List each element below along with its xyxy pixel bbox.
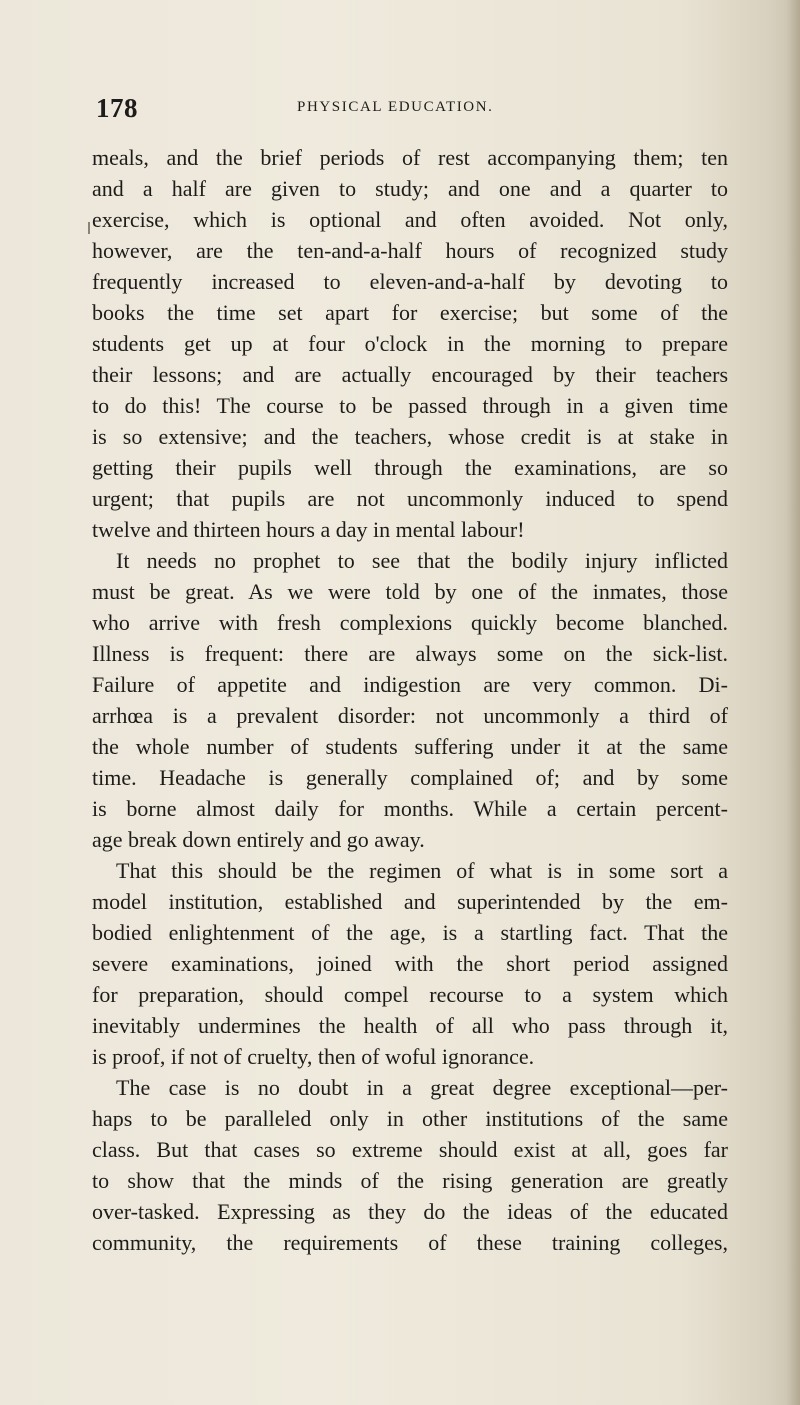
text-line: The case is no doubt in a great degree exceptional—per- (116, 1075, 728, 1100)
text-line: twelve and thirteen hours a day in mental labour! (92, 517, 525, 542)
text-line: inevitably undermines the health of all who pass through it, (92, 1013, 728, 1038)
text-line: the whole number of students suffering under it at the same (92, 734, 728, 759)
text-line: to do this! The course to be passed through in a given time (92, 393, 728, 418)
text-line: and a half are given to study; and one and a quarter to (92, 176, 728, 201)
text-line: must be great. As we were told by one of the inmates, those (92, 579, 728, 604)
body-text (92, 142, 728, 1258)
text-line: students get up at four o'clock in the morning to prepare (92, 331, 728, 356)
text-line: That this should be the regimen of what is in some sort a (116, 858, 728, 883)
text-line: time. Headache is generally complained of; and by some (92, 765, 728, 790)
text-line: age break down entirely and go away. (92, 827, 425, 852)
page-header (96, 93, 696, 133)
page-number: 178 (96, 93, 138, 123)
text-line: for preparation, should compel recourse to a system which (92, 982, 728, 1007)
text-line: is so extensive; and the teachers, whose credit is at stake in (92, 424, 728, 449)
text-line: urgent; that pupils are not uncommonly induced to spend (92, 486, 728, 511)
running-title: PHYSICAL EDUCATION. (297, 99, 494, 115)
text-line: over-tasked. Expressing as they do the ideas of the educated (92, 1199, 728, 1224)
text-line: meals, and the brief periods of rest accompanying them; ten (92, 145, 728, 170)
text-line: their lessons; and are actually encouraged by their teachers (92, 362, 728, 387)
text-line: exercise, which is optional and often avoided. Not only, (92, 207, 728, 232)
margin-mark (88, 222, 90, 234)
text-line: arrhœa is a prevalent disorder: not uncommonly a third of (92, 703, 728, 728)
text-line: bodied enlightenment of the age, is a startling fact. That the (92, 920, 728, 945)
text-line: who arrive with fresh complexions quickly become blanched. (92, 610, 728, 635)
text-line: Illness is frequent: there are always some on the sick-list. (92, 641, 728, 666)
text-line: books the time set apart for exercise; but some of the (92, 300, 728, 325)
text-line: model institution, established and superintended by the em- (92, 889, 728, 914)
text-line: is borne almost daily for months. While a certain percent- (92, 796, 728, 821)
page-edge-shadow (786, 0, 800, 1405)
text-line: Failure of appetite and indigestion are very common. Di- (92, 672, 728, 697)
text-line: severe examinations, joined with the short period assigned (92, 951, 728, 976)
text-line: haps to be paralleled only in other institutions of the same (92, 1106, 728, 1131)
text-line: class. But that cases so extreme should exist at all, goes far (92, 1137, 728, 1162)
text-line: frequently increased to eleven-and-a-half by devoting to (92, 269, 728, 294)
text-line: however, are the ten-and-a-half hours of recognized study (92, 238, 728, 263)
text-line: is proof, if not of cruelty, then of woful ignorance. (92, 1044, 535, 1069)
text-line: It needs no prophet to see that the bodily injury inflicted (116, 548, 728, 573)
text-line: getting their pupils well through the examinations, are so (92, 455, 728, 480)
text-line: to show that the minds of the rising generation are greatly (92, 1168, 728, 1193)
text-line: community, the requirements of these training colleges, (92, 1230, 728, 1255)
